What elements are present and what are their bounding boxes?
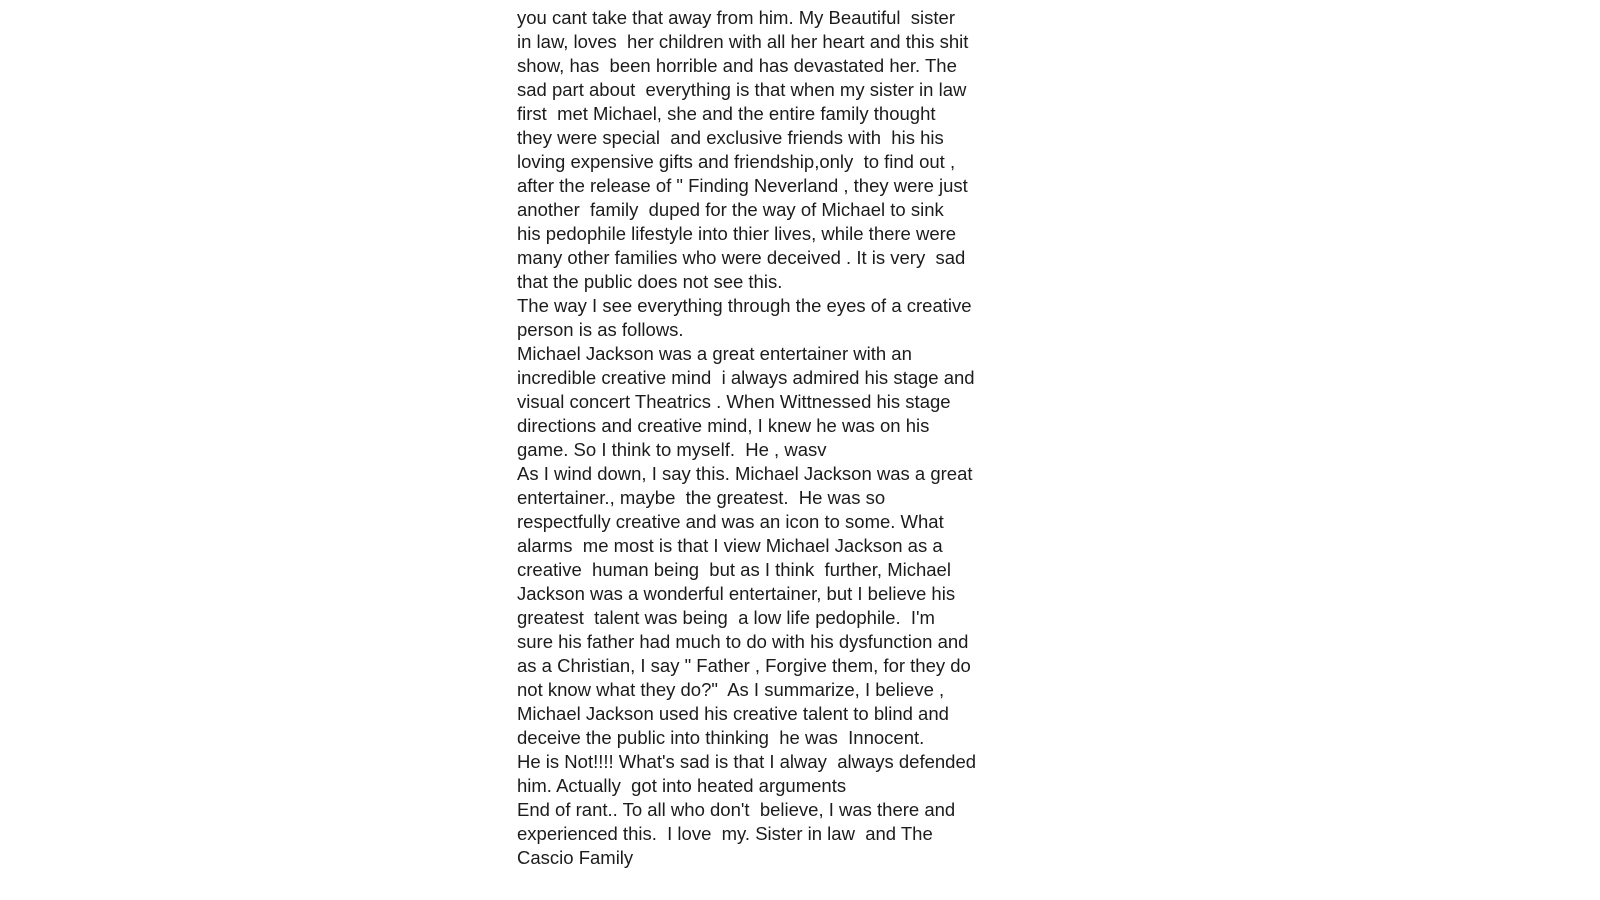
text-line: his pedophile lifestyle into thier lives, while there were [517,223,957,244]
text-line: Jackson was a wonderful entertainer, but I believe his [517,583,956,604]
text-line: Michael Jackson was a great entertainer with an [517,343,912,364]
text-line: directions and creative mind, I knew he was on his [517,415,930,436]
text-line: The way I see everything through the eyes of a creative [517,295,972,316]
text-line: him. Actually got into heated arguments [517,775,847,796]
text-line: another family duped for the way of Michael to sink [517,199,944,220]
text-line: loving expensive gifts and friendship,only to find out , [517,151,956,172]
text-line: you cant take that away from him. My Beautiful sister [517,7,956,28]
text-line: in law, loves her children with all her heart and this shit [517,31,969,52]
text-line: As I wind down, I say this. Michael Jackson was a great [517,463,973,484]
text-line: show, has been horrible and has devastated her. The [517,55,957,76]
text-line: many other families who were deceived . It is very sad [517,247,966,268]
text-line: alarms me most is that I view Michael Jackson as a [517,535,943,556]
text-line: as a Christian, I say " Father , Forgive them, for they do [517,655,971,676]
text-line: person is as follows. [517,319,684,340]
text-line: End of rant.. To all who don't believe, I was there and [517,799,956,820]
text-line: not know what they do?" As I summarize, I believe , [517,679,945,700]
text-line: experienced this. I love my. Sister in law and The [517,823,933,844]
text-line: greatest talent was being a low life pedophile. I'm [517,607,935,628]
text-line: respectfully creative and was an icon to some. What [517,511,944,532]
text-line: after the release of " Finding Neverland , they were just [517,175,968,196]
text-line: Cascio Family [517,847,634,868]
text-line: He is Not!!!! What's sad is that I alway always defended [517,751,977,772]
text-line: deceive the public into thinking he was Innocent. [517,727,925,748]
text-line: Michael Jackson used his creative talent to blind and [517,703,949,724]
text-line: entertainer., maybe the greatest. He was so [517,487,886,508]
text-line: creative human being but as I think further, Michael [517,559,951,580]
text-line: game. So I think to myself. He , wasv [517,439,827,460]
text-line: incredible creative mind i always admired his stage and [517,367,975,388]
document-text [517,6,976,870]
text-line: that the public does not see this. [517,271,783,292]
text-line: sure his father had much to do with his dysfunction and [517,631,969,652]
text-line: first met Michael, she and the entire family thought [517,103,936,124]
text-line: sad part about everything is that when my sister in law [517,79,967,100]
text-line: they were special and exclusive friends with his his [517,127,944,148]
text-line: visual concert Theatrics . When Wittnessed his stage [517,391,951,412]
